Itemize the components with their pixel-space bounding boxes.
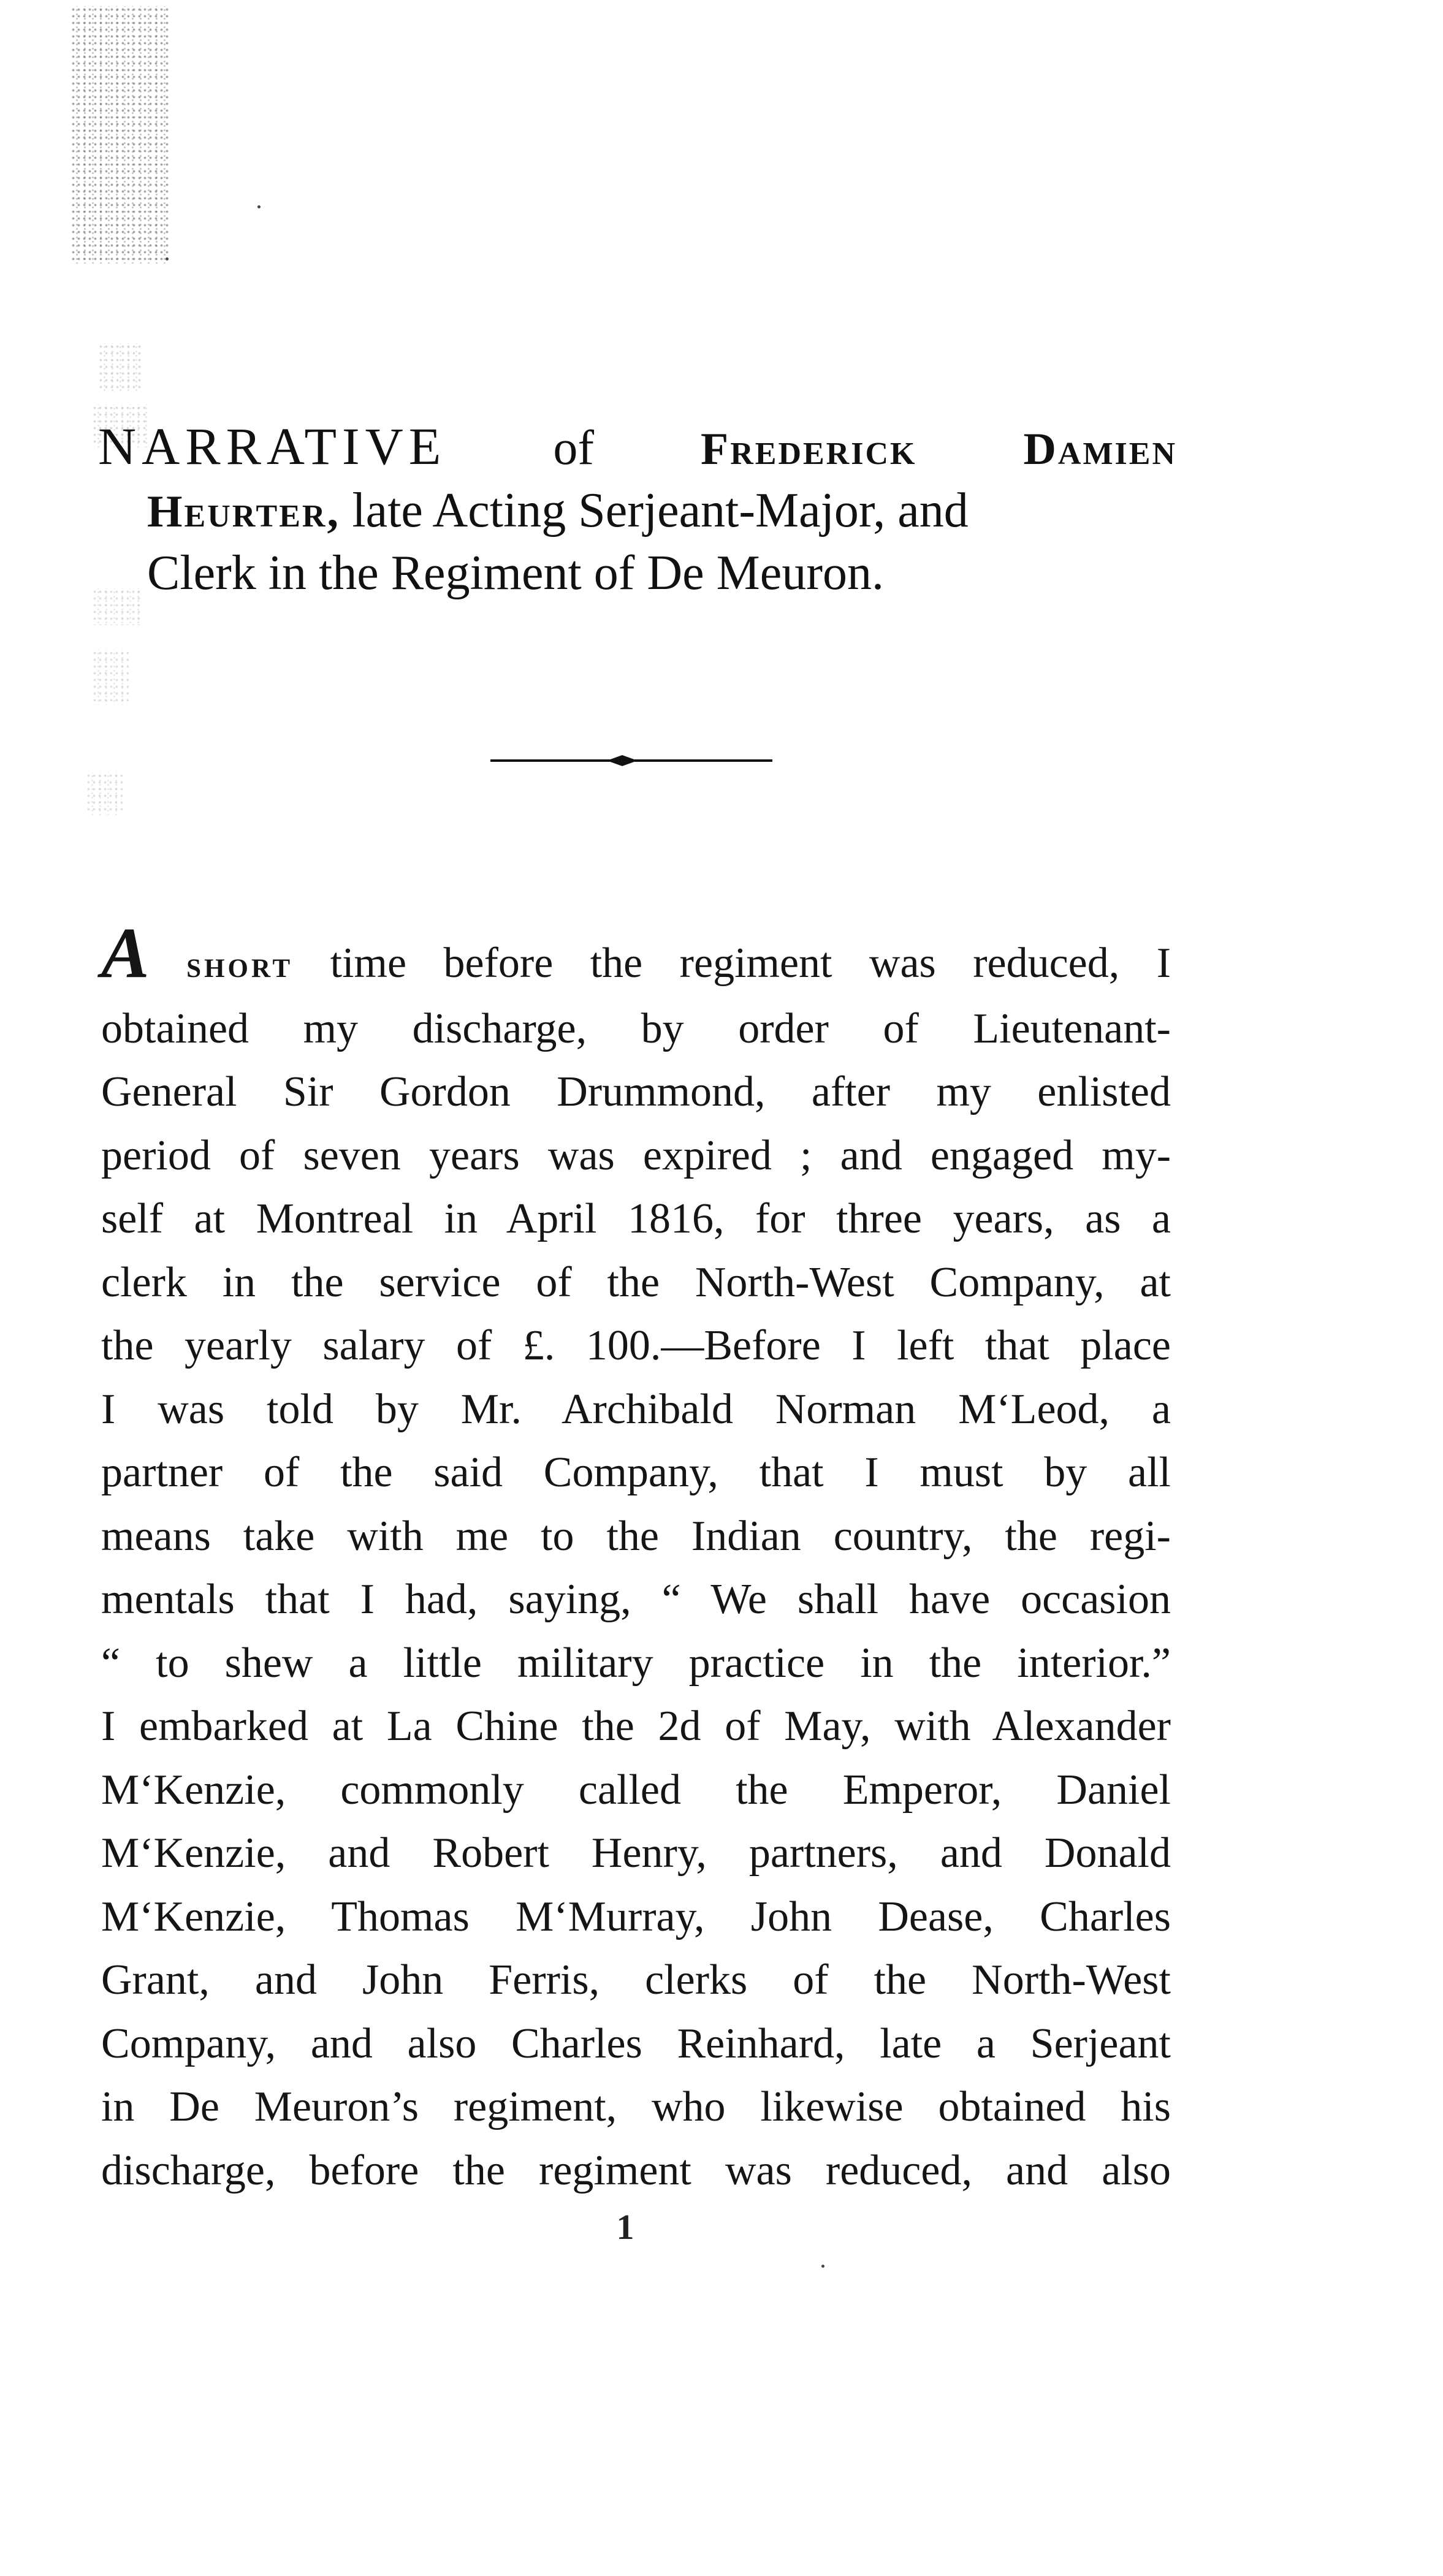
text-line: I was told by Mr. Archibald Norman M‘Leod, a	[101, 1385, 1171, 1433]
text-line: obtained my discharge, by order of Lieutenant-	[101, 1005, 1171, 1052]
title-word-heurter: Heurter,	[147, 487, 340, 537]
scan-dot	[166, 257, 169, 260]
text-line: M‘Kenzie, and Robert Henry, partners, and Donald	[101, 1829, 1171, 1877]
text-line: mentals that I had, saying, “ We shall have occasion	[101, 1576, 1171, 1623]
first-word: short	[186, 944, 294, 986]
text-line	[101, 913, 1171, 997]
drop-initial: A	[101, 913, 150, 993]
title-line-2	[98, 480, 1177, 542]
text-line: M‘Kenzie, Thomas M‘Murray, John Dease, Charles	[101, 1893, 1171, 1940]
title-word-of: of	[553, 421, 594, 475]
text-line: Grant, and John Ferris, clerks of the North-West	[101, 1956, 1171, 2004]
rule-diamond	[607, 755, 638, 766]
title-line-3: Clerk in the Regiment of De Meuron.	[147, 546, 884, 600]
text-line: M‘Kenzie, commonly called the Emperor, Daniel	[101, 1766, 1171, 1814]
scan-noise	[70, 6, 169, 264]
text-line: “ to shew a little military practice in the interior.”	[101, 1639, 1171, 1687]
scan-dot	[257, 205, 261, 208]
text-line: the yearly salary of £. 100.—Before I left that place	[101, 1322, 1171, 1369]
text-line: partner of the said Company, that I must by all	[101, 1449, 1171, 1496]
scan-noise	[92, 650, 129, 705]
text-line: clerk in the service of the North-West Company, at	[101, 1258, 1171, 1306]
scan-dot	[821, 2265, 824, 2268]
text-line: General Sir Gordon Drummond, after my enlisted	[101, 1068, 1171, 1115]
narrative-body	[101, 913, 1171, 2202]
title-word-narrative: NARRATIVE	[98, 417, 447, 476]
title-line-2-text: late Acting Serjeant-Major, and	[352, 484, 969, 538]
text-line: self at Montreal in April 1816, for three years, as a	[101, 1195, 1171, 1242]
scan-noise	[98, 343, 141, 392]
text-line: in De Meuron’s regiment, who likewise obtained his	[101, 2083, 1171, 2130]
text-line: period of seven years was expired ; and engaged my-	[101, 1131, 1171, 1179]
page-number: 1	[616, 2207, 634, 2247]
title-word-damien: Damien	[1023, 424, 1178, 474]
chapter-title	[98, 416, 1177, 604]
text-line: Company, and also Charles Reinhard, late a Serjeant	[101, 2019, 1171, 2067]
ornamental-rule	[490, 751, 772, 770]
title-word-frederick: Frederick	[701, 424, 917, 474]
scan-noise	[86, 772, 123, 815]
text-line: I embarked at La Chine the 2d of May, with Alexander	[101, 1703, 1171, 1750]
line-text: time before the regiment was reduced, I	[330, 940, 1171, 987]
text-line: means take with me to the Indian country, the regi-	[101, 1512, 1171, 1560]
text-line: discharge, before the regiment was reduced, and also	[101, 2146, 1171, 2194]
title-line-1	[98, 416, 1177, 480]
